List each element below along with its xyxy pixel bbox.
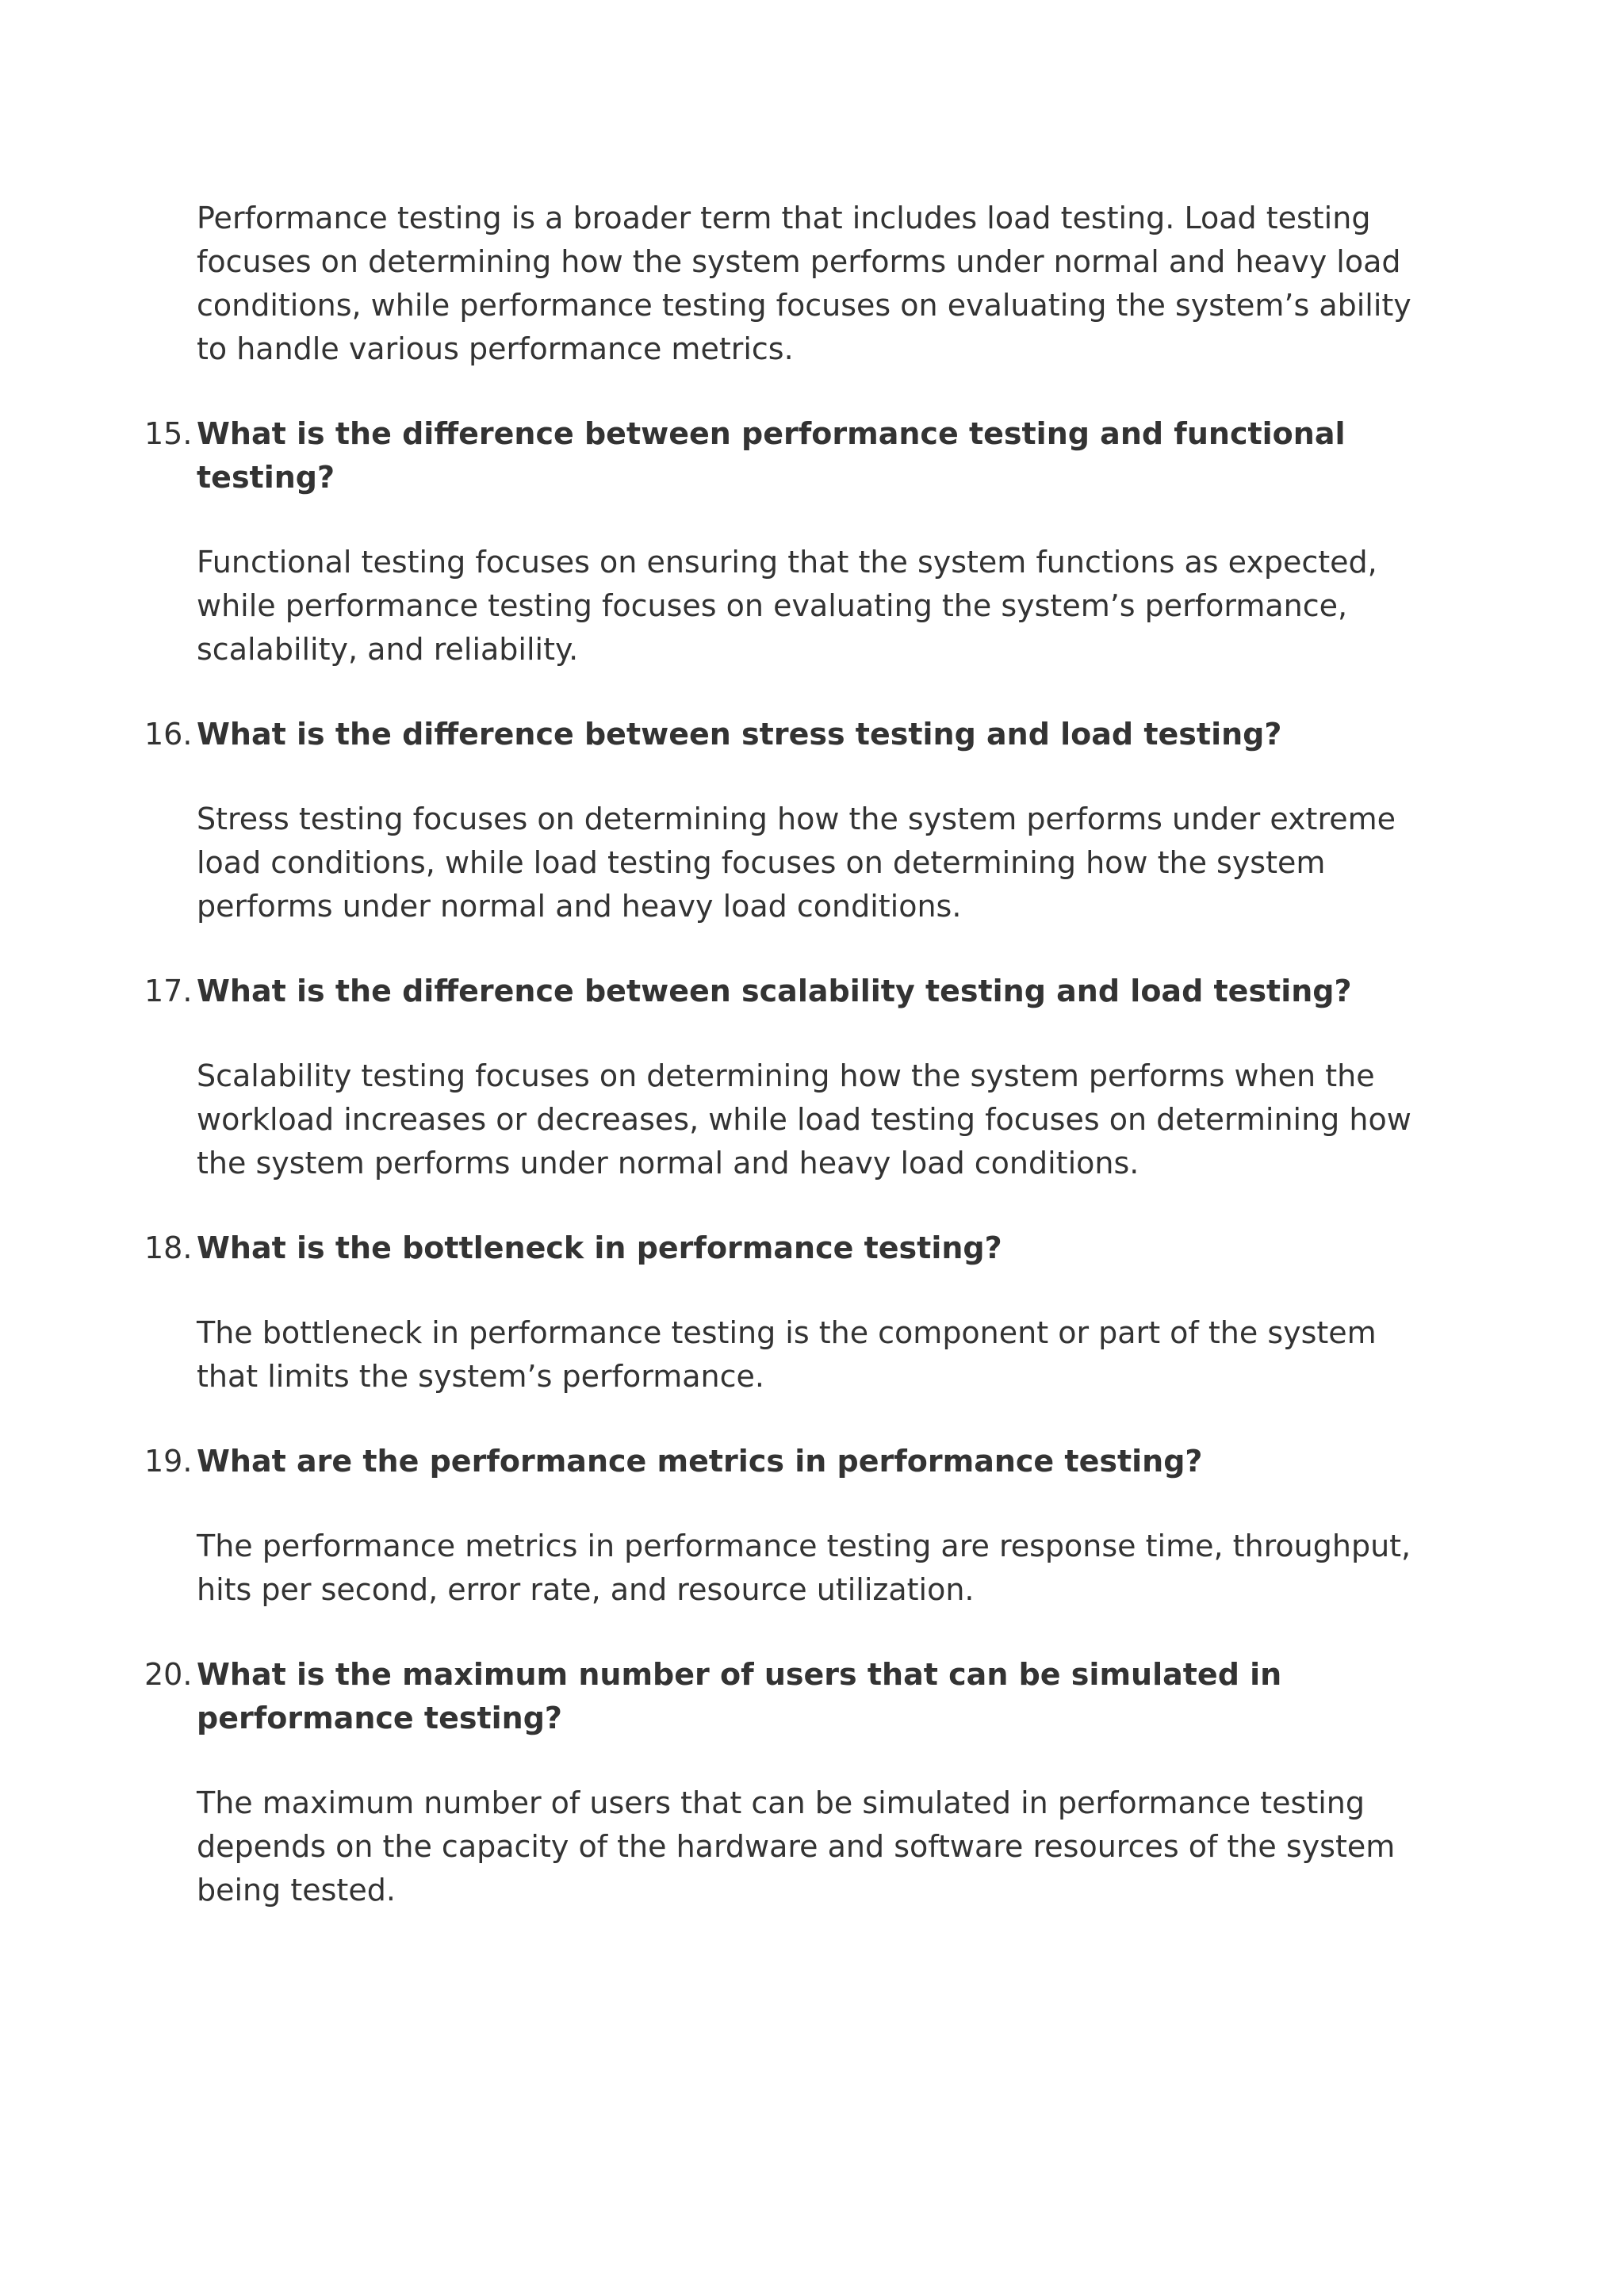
answer-paragraph: Stress testing focuses on determining how the system performs under extreme load conditions, while load testing focuses on determining how the system performs under normal and heavy load conditions.	[197, 802, 1396, 924]
question-text: What is the maximum number of users that can be simulated in performance testing?	[197, 1657, 1282, 1735]
question-number: 17.	[144, 974, 193, 1008]
question-text: What is the difference between stress testing and load testing?	[197, 717, 1282, 752]
intro-paragraph: Performance testing is a broader term that includes load testing. Load testing focuses on determining how the system performs under normal and heavy load conditions, while performance testing focuses on evaluating the system’s ability to handle various performance metrics.	[197, 201, 1411, 366]
question-number: 16.	[144, 717, 193, 752]
answer-paragraph: The performance metrics in performance testing are response time, throughput, hits per second, error rate, and resource utilization.	[197, 1529, 1411, 1607]
qa-item-18	[144, 1226, 1434, 1399]
question-text: What is the difference between scalability testing and load testing?	[197, 974, 1352, 1008]
answer-paragraph: The bottleneck in performance testing is the component or part of the system that limits the system’s performance.	[197, 1315, 1377, 1394]
answer-paragraph: Scalability testing focuses on determining how the system performs when the workload increases or decreases, while load testing focuses on determining how the system performs under normal and heavy load conditions.	[197, 1058, 1411, 1181]
qa-item-20	[144, 1653, 1434, 1912]
qa-item-16	[144, 713, 1434, 928]
question-number: 19.	[144, 1444, 193, 1479]
question-text: What is the difference between performance testing and functional testing?	[197, 416, 1346, 495]
answer-paragraph: The maximum number of users that can be simulated in performance testing depends on the capacity of the hardware and software resources of the system being tested.	[197, 1785, 1396, 1908]
question-heading	[144, 1653, 1434, 1740]
qa-item-17	[144, 970, 1434, 1185]
question-heading	[144, 1440, 1434, 1483]
qa-item-19	[144, 1440, 1434, 1612]
question-heading	[144, 1226, 1434, 1270]
question-heading	[144, 713, 1434, 756]
question-number: 20.	[144, 1657, 193, 1692]
question-text: What is the bottleneck in performance testing?	[197, 1230, 1002, 1265]
question-heading	[144, 412, 1434, 499]
answer-paragraph: Functional testing focuses on ensuring that the system functions as expected, while performance testing focuses on evaluating the system’s performance, scalability, and reliability.	[197, 545, 1377, 667]
question-number: 18.	[144, 1230, 193, 1265]
question-text: What are the performance metrics in performance testing?	[197, 1444, 1203, 1479]
document-content	[144, 197, 1434, 1912]
question-heading	[144, 970, 1434, 1013]
qa-item-15	[144, 412, 1434, 672]
question-number: 15.	[144, 416, 193, 451]
